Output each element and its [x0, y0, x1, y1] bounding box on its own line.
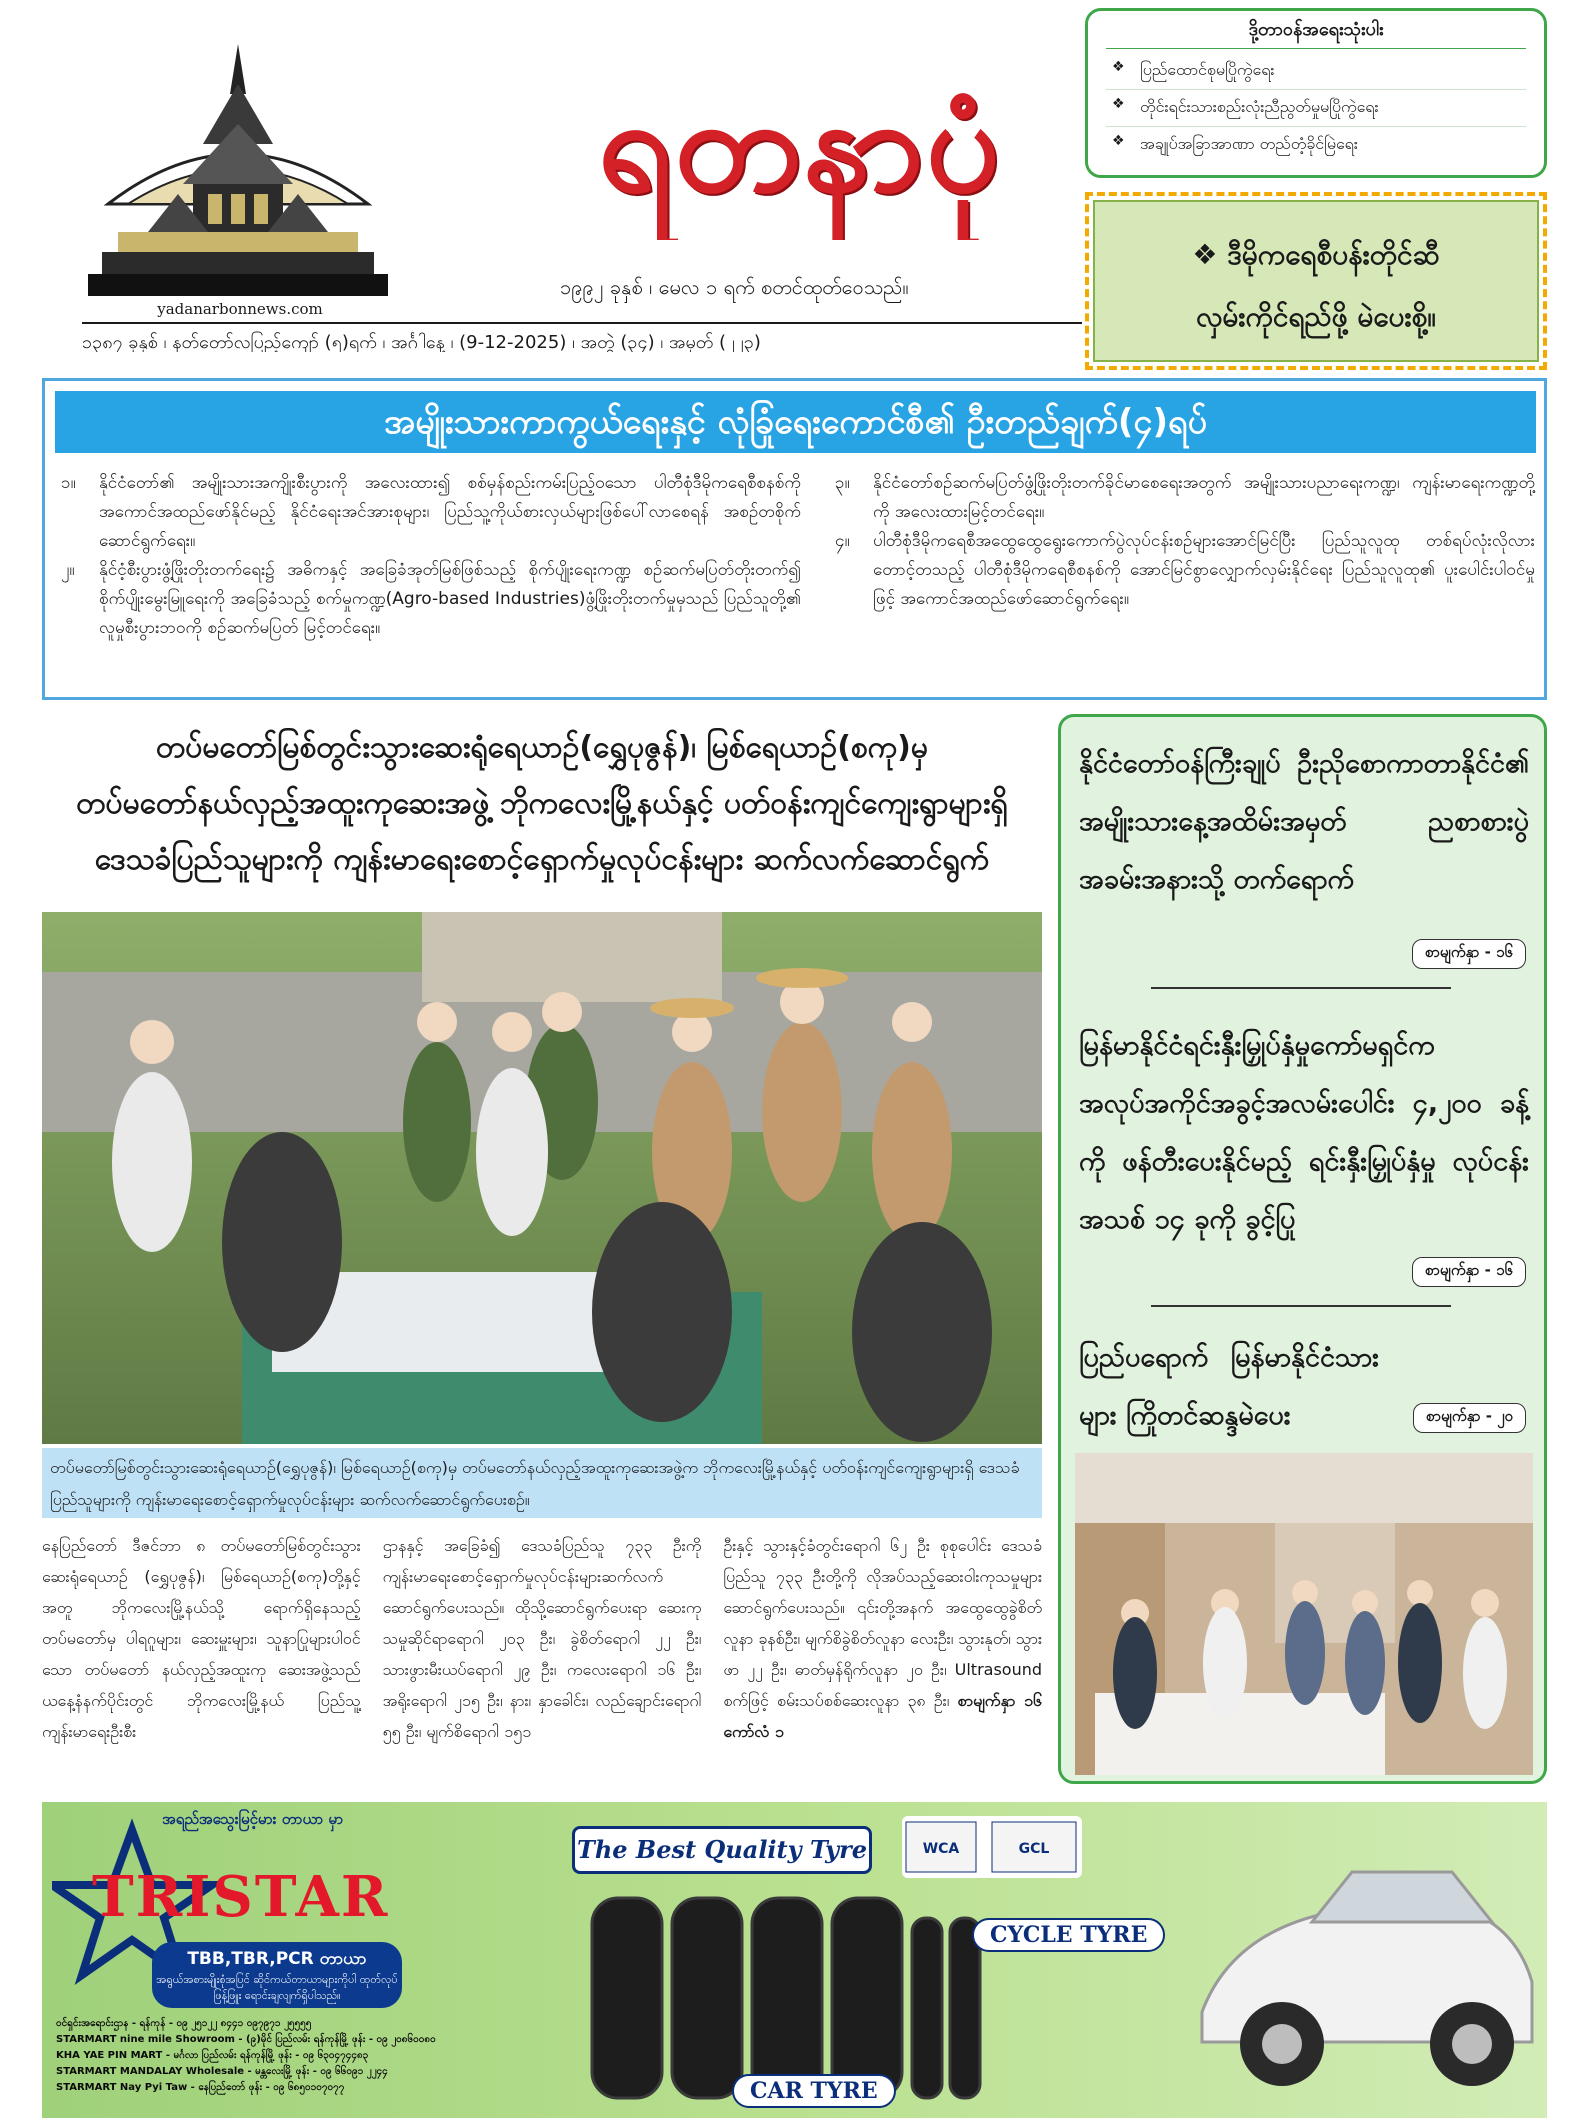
body-column: နေပြည်တော် ဒီဇင်ဘာ ၈ တပ်မတော်မြစ်တွင်းသွားဆေးရုံရေယာဉ် (ရွှေပုဇွန်)၊ မြစ်ရေယာဉ်(စကု)တို့နှင့်အတူ ဘိုကလေးမြို့နယ်သို့ ရောက်ရှိနေသည့် တပ်မတော်မှ ပါရဂူများ၊ ဆေးမှူးများ၊ သူနာပြုများပါဝင်သော တပ်မတော် နယ်လှည့်အထူးကု ဆေးအဖွဲ့သည် ယနေ့နံနက်ပိုင်းတွင် ဘိုကလေးမြို့နယ် ပြည်သူ့ကျန်းမာရေးဦးစီး [42, 1536, 361, 1741]
ad-slogan: The Best Quality Tyre [572, 1826, 872, 1874]
brief-headline[interactable]: မြန်မာနိုင်ငံရင်းနှီးမြှုပ်နှံမှုကော်မရှင်က အလုပ်အကိုင်အခွင့်အလမ်းပေါင်း ၄,၂၀၀ ခန့်ကို ဖန်တီးပေးနိုင်မည့် ရင်းနှီးမြှုပ်နှံမှု လုပ်ငန်းအသစ် ၁၄ ခုကို ခွင့်ပြု [1079, 1030, 1529, 1235]
objective-item: ၃။ နိုင်ငံတော်စဉ်ဆက်မပြတ်ဖွံ့ဖြိုးတိုးတက်ခိုင်မာစေရေးအတွက် အမျိုးသားပညာရေးကဏ္ဍ၊ ကျန်းမာရေးကဏ္ဍတို့ကို အလေးထားမြင့်တင်ရေး။ [835, 473, 1535, 522]
certification-badges [902, 1816, 1082, 1878]
cert-gcl: GCL [1018, 1841, 1050, 1857]
tristar-tyre-advert[interactable] [42, 1802, 1547, 2118]
objective-item: ၂။ နိုင်ငံ့စီးပွားဖွံ့ဖြိုးတိုးတက်ရေး၌ အဓိကနှင့် အခြေခံအုတ်မြစ်ဖြစ်သည့် စိုက်ပျိုးရေးကဏ္ဍ စဉ်ဆက်မပြတ်တိုးတက်၍ စိုက်ပျိုးမွေးမြူရေးကို အခြေခံသည့် စက်မှုကဏ္ဍ(Agro-based Industries)ဖွံ့ဖြိုးတိုးတက်မှုမှသည် ပြည်သူတို့၏ လူမှုစီးပွားဘဝကို စဉ်ဆက်မပြတ် မြင့်တင်ရေး။ [61, 560, 801, 638]
divider [1151, 987, 1451, 989]
medical-team-photo [42, 912, 1042, 1444]
objectives-column-right [835, 469, 1535, 614]
diamond-bullet-icon: ❖ [1112, 133, 1125, 149]
divider [1151, 1305, 1451, 1307]
lead-body [42, 1530, 1042, 1778]
newspaper-logo: ရတနာပုံ [597, 68, 1003, 221]
news-brief-sidebar [1058, 714, 1547, 1784]
page-reference[interactable]: စာမျက်နှာ - ၁၆ [1412, 1257, 1526, 1287]
lead-headline[interactable]: တပ်မတော်မြစ်တွင်းသွားဆေးရုံရေယာဉ်(ရွှေပုဇွန်)၊ မြစ်ရေယာဉ်(စကု)မှ တပ်မတော်နယ်လှည့်အထူးကုဆေးအဖွဲ့ ဘိုကလေးမြို့နယ်နှင့် ပတ်ဝန်းကျင်ကျေးရွာများရှိ ဒေသခံပြည်သူများကို ကျန်းမာရေးစောင့်ရှောက်မှုလုပ်ငန်းများ ဆက်လက်ဆောင်ရွက် [76, 730, 1008, 877]
ad-tyre-types: TBB,TBR,PCR တာယာ အရွယ်အစားမျိုးစုံအပြင် ဆိုင်ကယ်တာယာများကိုပါ ထုတ်လုပ်ဖြန့်ဖြူး ရောင်းချလျက်ရှိပါသည်။ [152, 1942, 402, 2008]
motto-item: ❖ တိုင်းရင်းသားစည်းလုံးညီညွတ်မှုမပြိုကွဲရေး [1106, 90, 1526, 127]
founded-note: ၁၉၉၂ ခုနှစ် ၊ မေလ ၁ ရက် စတင်ထုတ်ဝေသည်။ [560, 275, 909, 299]
cycle-tyre-label: CYCLE TYRE [972, 1918, 1165, 1952]
pagoda-emblem [88, 44, 388, 296]
body-column: ဦးနှင့် သွားနှင့်ခံတွင်းရောဂါ ၆၂ ဦး စုစုပေါင်း ဒေသခံပြည်သူ ၇၃၃ ဦးတို့ကို လိုအပ်သည့်ဆေးဝါးကုသမှုများ ဆောင်ရွက်ပေးသည်။ ၎င်းတို့အနက် အထွေထွေခွဲစိတ်လူနာ ခုနစ်ဦး၊ မျက်စိခွဲစိတ်လူနာ လေးဦး၊ သွားနုတ်၊ သွားဖာ ၂၂ ဦး၊ ဓာတ်မှန်ရိုက်လူနာ ၂၀ ဦး၊ Ultrasound စက်ဖြင့် စမ်းသပ်စစ်ဆေးလူနာ ၃၈ ဦး၊ စာမျက်နှာ ၁၆ ကော်လံ ၁ [723, 1536, 1043, 1741]
election-slogan: ❖ ဒီမိုကရေစီပန်းတိုင်ဆီ လှမ်းကိုင်ရည်ဖို့ မဲပေးစို့။ [1093, 200, 1539, 362]
car-image [1192, 1812, 1542, 2112]
objective-item: ၄။ ပါတီစုံဒီမိုကရေစီအထွေထွေရွေးကောက်ပွဲလုပ်ငန်းစဉ်များအောင်မြင်ပြီး ပြည်သူလူထု တစ်ရပ်လုံးလိုလားတောင့်တသည့် ပါတီစုံဒီမိုကရေစီစနစ်ကို အောင်မြင်စွာလျှောက်လှမ်းနိုင်ရေး ပြည်သူလူထု၏ ပူးပေါင်းပါဝင်မှုဖြင့် အကောင်အထည်ဖော်ဆောင်ရွက်ရေး။ [835, 531, 1535, 609]
diamond-bullet-icon: ❖ [1112, 59, 1125, 75]
objectives-title: အမျိုးသားကာကွယ်ရေးနှင့် လုံခြုံရေးကောင်စီ၏ ဦးတည်ချက်(၄)ရပ် [55, 391, 1536, 453]
overseas-voting-photo [1075, 1453, 1533, 1775]
motto-heading: ဒို့တာဝန်အရေးသုံးပါး [1106, 17, 1526, 49]
car-tyre-label: CAR TYRE [732, 2074, 896, 2108]
body-column: ဌာနနှင့် အခြေခံ၍ ဒေသခံပြည်သူ ၇၃၃ ဦးကို ကျန်းမာရေးစောင့်ရှောက်မှုလုပ်ငန်းများဆက်လက်ဆောင်ရွက်ပေးသည်။ ထိုသို့ဆောင်ရွက်ပေးရာ ဆေးကုသမှုဆိုင်ရာရောဂါ ၂၀၃ ဦး၊ ခွဲစိတ်ရောဂါ ၂၂ ဦး၊ သားဖွားမီးယပ်ရောဂါ ၂၉ ဦး၊ ကလေးရောဂါ ၁၆ ဦး၊ အရိုးရောဂါ ၂၁၅ ဦး၊ နား၊ နှာခေါင်း၊ လည်ချောင်းရောဂါ ၅၅ ဦး၊ မျက်စိရောဂါ ၁၅၁ [382, 1536, 702, 1741]
motto-item: ❖ ပြည်ထောင်စုမပြိုကွဲရေး [1106, 53, 1526, 90]
diamond-bullet-icon: ❖ [1112, 96, 1125, 112]
photo-caption: တပ်မတော်မြစ်တွင်းသွားဆေးရုံရေယာဉ်(ရွှေပုဇွန်)၊ မြစ်ရေယာဉ်(စကု)မှ တပ်မတော်နယ်လှည့်အထူးကုဆေးအဖွဲ့က ဘိုကလေးမြို့နယ်နှင့် ပတ်ဝန်းကျင်ကျေးရွာများရှိ ဒေသခံပြည်သူများကို ကျန်းမာရေးစောင့်ရှောက်မှုလုပ်ငန်းများ ဆက်လက်ဆောင်ရွက်ပေးစဉ်။ [42, 1448, 1042, 1518]
ad-tagline: အရည်အသွေးမြင့်မား တာယာ မှာ [162, 1810, 344, 1828]
continued-page-link[interactable]: စာမျက်နှာ ၁၆ ကော်လံ ၁ [723, 1691, 1043, 1741]
brief-headline[interactable]: နိုင်ငံတော်ဝန်ကြီးချုပ် ဦးညိုစောကာတာနိုင်ငံ၏ အမျိုးသားနေ့အထိမ်းအမှတ် ညစာစားပွဲအခမ်းအနားသို့ တက်ရောက် [1079, 748, 1529, 895]
motto-item: ❖ အချုပ်အခြာအာဏာ တည်တံ့ခိုင်မြဲရေး [1112, 133, 1358, 153]
objective-item: ၁။ နိုင်ငံတော်၏ အမျိုးသားအကျိုးစီးပွားကို အလေးထား၍ စစ်မှန်စည်းကမ်းပြည့်ဝသော ပါတီစုံဒီမိုကရေစီစနစ်ကို အကောင်အထည်ဖော်နိုင်မည့် နိုင်ငံရေးအင်အားစုများ၊ ပြည်သူ့ကိုယ်စားလှယ်များဖြစ်ပေါ်လာစေရန် အစဉ်တစိုက်ဆောင်ရွက်ရေး။ [61, 473, 801, 551]
page-reference[interactable]: စာမျက်နှာ - ၂၀ [1413, 1403, 1526, 1433]
election-slogan-box [1085, 192, 1547, 370]
cert-wca: WCA [922, 1841, 960, 1857]
ad-brand: TRISTAR [92, 1864, 390, 1930]
objectives-panel [42, 378, 1547, 700]
national-causes-box [1085, 8, 1547, 178]
page-reference[interactable]: စာမျက်နှာ - ၁၆ [1412, 939, 1526, 969]
site-url[interactable]: yadanarbonnews.com [157, 300, 323, 318]
brief-headline[interactable]: ပြည်ပရောက် မြန်မာနိုင်ငံသားများ ကြိုတင်ဆန္ဒမဲပေး [1079, 1342, 1379, 1431]
objectives-column-left [61, 469, 801, 643]
ad-addresses: ဝင်ရှင်းအရောင်းဌာန - ရန်ကုန် - ၀၉ ၂၅၁၂၂ ၈၄၄၁ ၀၉၇၉၇၁ ၂၅၅၅၅ STARMART nine mile Showroom - (၉)မိုင် ပြည်လမ်း ရန်ကုန်မြို့ ဖုန်း - ၀၉ ၂၀၈၆၀၀၈၀ KHA YAE PIN MART - မင်္ဂလာ ပြည်လမ်း ရန်ကုန်မြို့ ဖုန်း - ၀၉ ၆၃၀၄၇၄၄၈၃ STARMART MANDALAY Wholesale - မန္တလေးမြို့ ဖုန်း - ၀၉ ၆၆၀၉၁ ၂၂၄၄ STARMART Nay Pyi Taw - နေပြည်တော် ဖုန်း - ၀၉ ၆၈၅၀၁၀၇၀၇၇ [56, 2018, 436, 2093]
issue-dateline: ၁၃၈၇ ခုနှစ် ၊ နတ်တော်လပြည့်ကျော် (၅)ရက် ၊ အင်္ဂါနေ့ ၊ (9-12-2025) ၊ အတွဲ (၃၄) ၊ အမှတ် (၂၂၃) [82, 322, 1082, 352]
